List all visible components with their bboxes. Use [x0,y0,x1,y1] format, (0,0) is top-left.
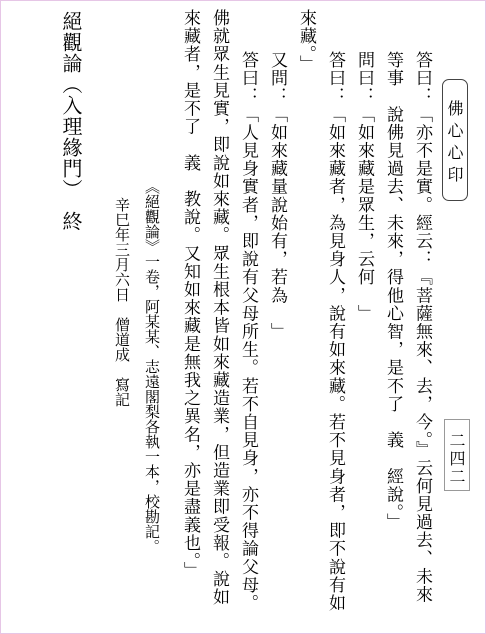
text-column-1: 答曰：「亦不是實。經云：『菩薩無來、去，今。』云何見過去、未來 [412,51,432,604]
colophon-line-1: 《絕觀論》一卷，阿某某、志遠閣梨各執一本，校勘記。 [143,179,161,554]
running-title: 佛心心印 [445,100,464,188]
text-column-3: 問曰：「如來藏是眾生，云何 」 [354,51,374,323]
page-number: 二四二 [447,432,466,486]
text-column-6: 又問：「如來藏量說始有，若為 」 [267,51,287,341]
text-column-4: 答曰：「如來藏者，為見身人，說有如來藏。若不見身者，即不說有如 [325,51,345,613]
page-number-box [444,419,470,491]
text-column-5: 來藏。」 [296,9,316,73]
text-column-7: 答曰：「人見身實者，即說有父母所生。若不自見身，亦不得論父母。 [238,51,258,613]
text-column-2: 等事 說佛見過去、未來，得他心智，是不了 義 經說。」 [383,51,403,532]
text-column-9: 來藏者，是不了 義 教說。又知如來藏是無我之異名，亦是盡義也。」 [180,9,200,580]
text-column-8: 佛就眾生見實，即說如來藏。眾生根本皆如來藏造業，但造業即受報。說如 [209,9,229,607]
running-header-tab [442,79,468,201]
closing-title: 絕觀論（入理緣門） 終 [59,11,83,232]
colophon-line-2: 辛巳年三月六日 僧道成 寫記 [113,197,131,407]
